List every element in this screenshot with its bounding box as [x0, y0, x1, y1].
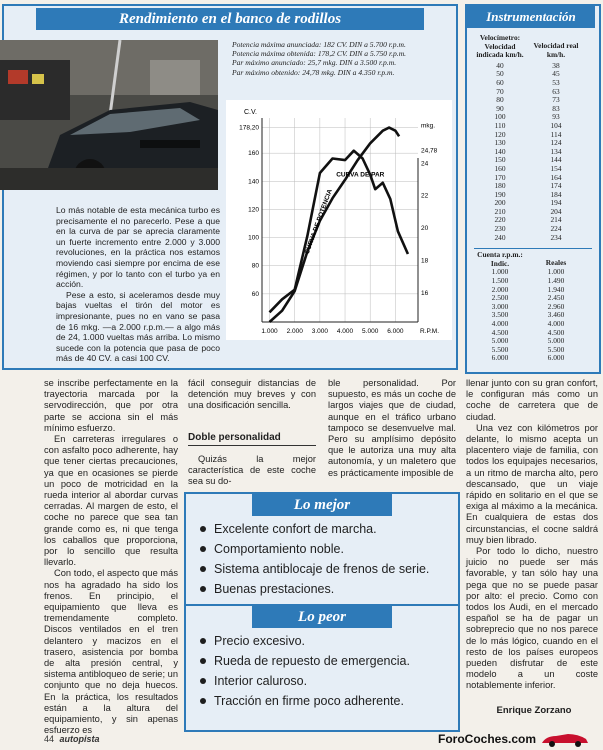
real-value: 73	[552, 95, 560, 105]
power-curve-label: CURVA DE POTENCIA	[303, 188, 334, 256]
spec-line: Par máximo obtenido: 24,78 mkg. DIN a 4.350 r.p.m.	[232, 67, 395, 77]
list-item	[200, 542, 458, 556]
real-value: 1.490	[547, 276, 565, 286]
y-left-tick-label: 80	[251, 262, 259, 270]
page-number: 44	[44, 734, 55, 744]
real-value: 184	[550, 189, 562, 199]
speed-row	[474, 113, 592, 122]
column-paragraph: En carreteras irregulares o con asfalto poco adherente, hay que tener ciertas precauciones, ya que en ocasiones se pierde un poco de motricidad en la rueda interior al abordar curvas cerradas. Al margen de esto, el coche no parece que sea tan grande como es, ni que tenga los caballos que proporciona, por lo sencillo que resulta llevarlo.	[44, 434, 178, 568]
y-left-tick-label: 160	[248, 150, 259, 158]
indicated-value: 2.500	[491, 293, 509, 303]
list-item-text: Precio excesivo.	[214, 634, 306, 648]
real-value: 4.500	[547, 327, 565, 337]
real-value: 38	[552, 60, 560, 70]
indicated-value: 6.000	[491, 353, 509, 363]
speed-head-real: Velocidad real km/h.	[533, 41, 579, 59]
list-item-text: Interior caluroso.	[214, 674, 308, 688]
speed-row	[474, 105, 592, 114]
rpm-table-header	[474, 248, 592, 268]
indicated-value: 90	[496, 103, 504, 113]
list-item	[200, 582, 458, 596]
bullet-icon	[200, 658, 206, 664]
speed-row	[474, 79, 592, 88]
spec-line: Potencia máxima anunciada: 182 CV. DIN a 5.700 r.p.m.	[232, 40, 406, 49]
speed-row	[474, 122, 592, 131]
real-value: 204	[550, 206, 562, 216]
speed-row	[474, 208, 592, 217]
real-value: 114	[550, 129, 562, 139]
y-right-tick-label: 24,78	[421, 147, 438, 155]
real-value: 234	[550, 232, 562, 242]
y-right-tick-label: 20	[421, 225, 429, 233]
indicated-value: 200	[494, 198, 506, 208]
rpm-rows	[474, 268, 592, 363]
bullet-icon	[200, 566, 206, 572]
speed-table	[474, 34, 592, 363]
speed-head-indicated: Velocímetro: Velocidad indicada km/h.	[476, 33, 524, 60]
column-1	[44, 378, 178, 737]
real-value: 2.960	[547, 301, 565, 311]
speed-row	[474, 70, 592, 79]
real-value: 83	[552, 103, 560, 113]
list-item	[200, 654, 458, 668]
column-2	[188, 378, 316, 412]
list-item	[200, 522, 458, 536]
list-item	[200, 634, 458, 648]
column-paragraph: fácil conseguir distancias de detención muy breves y con una dosificación sencilla.	[188, 378, 316, 411]
y-right-tick-label: 24	[421, 160, 429, 168]
indicated-value: 170	[494, 172, 506, 182]
indicated-value: 4.500	[491, 327, 509, 337]
real-value: 154	[550, 163, 562, 173]
real-value: 224	[550, 224, 562, 234]
instrumentacion-title: Instrumentación	[467, 6, 595, 28]
y-right-tick-label: 16	[421, 289, 429, 297]
indicated-value: 140	[494, 146, 506, 156]
spec-line: Par máximo anunciado: 25,7 mkg. DIN a 3.500 r.p.m.	[232, 58, 397, 68]
column-3	[328, 378, 456, 479]
speed-rows	[474, 62, 592, 242]
lo-peor-title: Lo peor	[252, 606, 392, 628]
car-logo-icon	[540, 731, 590, 747]
speed-row	[474, 216, 592, 225]
y-left-tick-label: 120	[248, 206, 259, 214]
indicated-value: 1.000	[491, 267, 509, 277]
y-right-axis-label: mkg.	[421, 122, 436, 130]
indicated-value: 50	[496, 69, 504, 79]
column-paragraph: llenar junto con su gran confort, le configuran más como un coche de carretera que de ciudad.	[466, 378, 598, 422]
indicated-value: 80	[496, 95, 504, 105]
watermark-text: ForoCoches.com	[438, 732, 537, 746]
real-value: 124	[550, 138, 562, 148]
bullet-icon	[200, 698, 206, 704]
x-tick-label: 4.000	[336, 328, 354, 335]
y-left-tick-label: 140	[248, 178, 259, 186]
y-left-tick-label: 60	[251, 290, 259, 298]
y-left-tick-label: 100	[248, 234, 259, 242]
speed-row	[474, 234, 592, 243]
speed-row	[474, 88, 592, 97]
indicated-value: 210	[494, 206, 506, 216]
real-value: 194	[550, 198, 562, 208]
speed-row	[474, 191, 592, 200]
indicated-value: 180	[494, 181, 506, 191]
speed-row	[474, 156, 592, 165]
bullet-icon	[200, 526, 206, 532]
real-value: 104	[550, 120, 562, 130]
watermark	[438, 730, 600, 748]
indicated-value: 240	[494, 232, 506, 242]
y-right-tick-label: 18	[421, 257, 429, 265]
indicated-value: 150	[494, 155, 506, 165]
indicated-value: 100	[494, 112, 506, 122]
spec-line: Potencia máxima obtenida: 178,2 CV. DIN a 5.750 r.p.m.	[232, 49, 407, 59]
lo-peor-list	[186, 628, 458, 708]
speed-row	[474, 225, 592, 234]
x-tick-label: 1.000	[261, 328, 278, 335]
real-value: 93	[552, 112, 560, 122]
real-value: 1.000	[547, 267, 565, 277]
indicated-value: 5.500	[491, 344, 509, 354]
indicated-value: 3.500	[491, 310, 509, 320]
real-value: 214	[550, 215, 562, 225]
column-paragraph: Una vez con kilómetros por delante, lo mismo acepta un placentero viaje de familia, con todos los equipajes necesarios, a un ritmo de marcha alto, pero descansado, que un viaje rápido en solitario en el que se exiga al máximo a la mecánica. En cualquiera de estas dos circunstancias, el cocne saldrá muy bien librado.	[466, 422, 598, 545]
y-left-axis-label: C.V.	[244, 109, 257, 116]
list-item-text: Sistema antiblocaje de frenos de serie.	[214, 562, 430, 576]
list-item	[200, 694, 458, 708]
indicated-value: 230	[494, 224, 506, 234]
indicated-value: 3.000	[491, 301, 509, 311]
indicated-value: 4.000	[491, 319, 509, 328]
speed-row	[474, 139, 592, 148]
indicated-value: 5.000	[491, 336, 509, 346]
indicated-value: 1.500	[491, 276, 509, 286]
real-value: 5.500	[547, 344, 565, 354]
list-item-text: Rueda de repuesto de emergencia.	[214, 654, 410, 668]
power-torque-chart	[226, 100, 452, 340]
magazine-name: autopista	[59, 734, 100, 744]
speed-table-header	[474, 34, 592, 60]
real-value: 1.940	[547, 284, 565, 294]
speed-row	[474, 199, 592, 208]
rpm-head-real: Reales	[545, 258, 567, 268]
speed-row	[474, 131, 592, 140]
lo-mejor-box	[184, 492, 460, 614]
indicated-value: 220	[494, 215, 506, 225]
speed-row	[474, 165, 592, 174]
indicated-value: 70	[496, 86, 504, 96]
indicated-value: 110	[494, 120, 506, 130]
real-value: 53	[552, 77, 560, 87]
x-tick-label: 3.000	[311, 328, 329, 335]
list-item-text: Excelente confort de marcha.	[214, 522, 377, 536]
list-item-text: Buenas prestaciones.	[214, 582, 335, 596]
bullet-icon	[200, 638, 206, 644]
y-left-tick-label: 178,20	[239, 124, 259, 132]
column-paragraph: ble personalidad. Por supuesto, es más un coche de largos viajes que de ciudad, aunque en el tráfico urbano tampoco se desenvuelve mal. Pero su amplísimo depósito que le autoriza una muy alta autonomía, y un maletero que es prácticamente imposible de	[328, 378, 456, 478]
real-value: 174	[550, 181, 562, 191]
indicated-value: 40	[496, 60, 504, 70]
column-paragraph: Con todo, el aspecto que más nos ha agradado ha sido los frenos. En principio, el equipamiento que lleva es tremendamente completo. Discos ventilados en el tren delantero y macizos en el trasero, asistencia por bomba de alta presión central, y sistema antibloqueo de serie; un conjunto que no deja huecos. En la práctica, los resultados están a la altura del equipamiento, y sin apenas esfuerzo es	[44, 568, 178, 736]
doble-personalidad-heading: Doble personalidad	[188, 432, 316, 446]
real-value: 144	[550, 155, 562, 165]
indicated-value: 160	[494, 163, 506, 173]
real-value: 5.000	[547, 336, 565, 346]
x-tick-label: 2.000	[286, 328, 303, 335]
x-axis-label: R.P.M.	[420, 328, 440, 335]
specs-list	[232, 40, 452, 77]
list-item-text: Comportamiento noble.	[214, 542, 344, 556]
bullet-icon	[200, 678, 206, 684]
rendimiento-intro	[56, 205, 220, 364]
speed-row	[474, 148, 592, 157]
rpm-row	[474, 354, 592, 363]
column-paragraph: Por todo lo dicho, nuestro juicio no puede ser más favorable, y tan sólo hay una pega que no se puede pasar por alto: el precio. Como con todos los Audi, en el mercado español se ha de pagar un sobreprecio que no nos parece de lo más lógico, cuando en el resto de los países europeos pueden disfrutar de este modelo a un coste notablemente inferior.	[466, 546, 598, 691]
real-value: 164	[550, 172, 562, 182]
bullet-icon	[200, 586, 206, 592]
speed-row	[474, 174, 592, 183]
page-footer	[44, 734, 100, 744]
real-value: 6.000	[547, 353, 565, 363]
list-item	[200, 562, 458, 576]
speed-row	[474, 96, 592, 105]
torque-curve-label: CURVA DE PAR	[336, 171, 385, 179]
intro-paragraph: Pese a esto, si aceleramos desde muy bajas vueltas el tirón del motor es impresionante, pues no en vano se pasa de 16 mkg. —a 2.000 r.p.m.— a algo más de 24, 1.000 vueltas más arriba. Lo mismo sucede con la potencia que pasa de poco más de 40 CV. a casi 100 CV.	[56, 289, 220, 364]
intro-paragraph: Lo más notable de esta mecánica turbo es precisamente el no parecerlo. Pese a que en la curva de par se aprecia claramente un fuerte incremento entre 2.000 y 3.000 revoluciones, en la práctica nos estamos moviendo casi siempre por encima de ese régimen, y por lo tanto con el turbo ya en acción.	[56, 205, 220, 290]
real-value: 45	[552, 69, 560, 79]
rpm-head-indicated: Cuenta r.p.m.: Indic.	[477, 250, 523, 268]
list-item	[200, 674, 458, 688]
rendimiento-title: Rendimiento en el banco de rodillos	[36, 8, 424, 30]
real-value: 63	[552, 86, 560, 96]
indicated-value: 2.000	[491, 284, 509, 294]
x-tick-label: 6.000	[387, 328, 404, 335]
list-item-text: Tracción en firme poco adherente.	[214, 694, 404, 708]
lo-mejor-title: Lo mejor	[252, 494, 392, 516]
indicated-value: 190	[494, 189, 506, 199]
real-value: 134	[550, 146, 562, 156]
x-tick-label: 5.000	[362, 328, 379, 335]
indicated-value: 130	[494, 138, 506, 148]
speed-row	[474, 182, 592, 191]
column-2-body	[188, 454, 316, 488]
car-dyno-photo	[0, 40, 218, 190]
column-paragraph: Quizás la mejor característica de este coche sea su do-	[188, 454, 316, 487]
indicated-value: 120	[494, 129, 506, 139]
speed-row	[474, 62, 592, 71]
real-value: 3.460	[547, 310, 565, 320]
indicated-value: 60	[496, 77, 504, 87]
real-value: 4.000	[547, 319, 565, 328]
lo-peor-box	[184, 604, 460, 732]
bullet-icon	[200, 546, 206, 552]
real-value: 2.450	[547, 293, 565, 303]
y-right-tick-label: 22	[421, 192, 429, 200]
author-name: Enrique Zorzano	[496, 705, 572, 716]
column-paragraph: se inscribe perfectamente en la trayectoria marcada por la servodirección, que por otra parte se acciona sin el más mínimo esfuerzo.	[44, 378, 178, 433]
column-4	[466, 378, 598, 692]
lo-mejor-list	[186, 516, 458, 596]
